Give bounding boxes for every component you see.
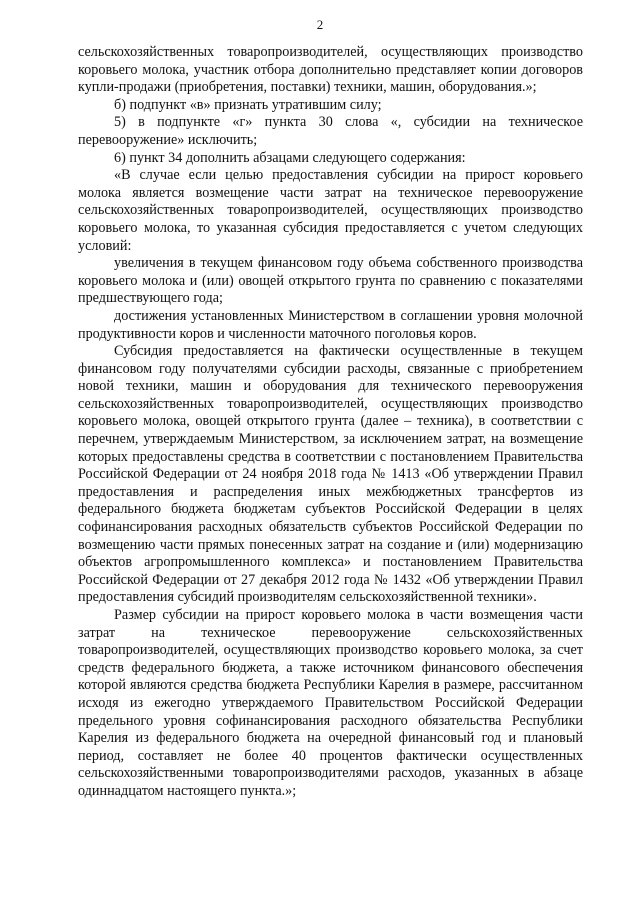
paragraph-subsidy-expenses: Субсидия предоставляется на фактически осуществленные в текущем финансовом году получателями субсидии расходы, связанные с приобретением новой техники, машин и оборудования для технического перевооружения сельскохозяйственных товаропроизводителей, осуществляющих производство коровьего молока, овощей открытого грунта (далее – техника), в соответствии с перечнем, утверждаемым Министерством, за исключением затрат, на возмещение которых предоставлены средства в соответствии с постановлением Правительства Российской Федерации от 24 ноября 2018 года № 1413 «Об утверждении Правил предоставления и распределения иных межбюджетных трансфертов из федерального бюджета бюджетам субъектов Российской Федерации в целях софинансирования расходных обязательств субъектов Российской Федерации по возмещению части прямых понесенных затрат на создание и (или) модернизацию объектов агропромышленного комплекса» и постановлением Правительства Российской Федерации от 27 декабря 2012 года № 1432 «Об утверждении Правил предоставления субсидий производителям сельскохозяйственной техники». <box>78 343 583 606</box>
paragraph-condition-1: увеличения в текущем финансовом году объема собственного производства коровьего молока и (или) овощей открытого грунта по сравнению с показателями предшествующего года; <box>78 255 583 307</box>
document-body <box>78 44 583 801</box>
paragraph-continuation: сельскохозяйственных товаропроизводителей, осуществляющих производство коровьего молока, участник отбора дополнительно представляет копии договоров купли-продажи (приобретения, поставки) техники, машин, оборудования.»; <box>78 44 583 96</box>
paragraph-subpoint-b: б) подпункт «в» признать утратившим силу; <box>114 96 382 113</box>
paragraph-condition-2: достижения установленных Министерством в соглашении уровня молочной продуктивности коров и численности маточного поголовья коров. <box>78 307 583 342</box>
page-number: 2 <box>316 17 324 32</box>
paragraph-item-5: 5) в подпункте «г» пункта 30 слова «, субсидии на техническое перевооружение» исключить; <box>78 114 583 148</box>
paragraph-item-6: 6) пункт 34 дополнить абзацами следующего содержания: <box>114 149 466 166</box>
paragraph-quote-intro: «В случае если целью предоставления субсидии на прирост коровьего молока является возмещение части затрат на техническое перевооружение сельскохозяйственных товаропроизводителей, осуществляющих производство коровьего молока, то указанная субсидия предоставляется с учетом следующих условий: <box>78 167 583 254</box>
paragraph-subsidy-amount: Размер субсидии на прирост коровьего молока в части возмещения части затрат на техническое перевооружение сельскохозяйственных товаропроизводителей, осуществляющих производство коровьего молока, за счет средств федерального бюджета, а также источником финансового обеспечения которой являются средства бюджета Республики Карелия в размере, рассчитанном исходя из ежегодно утверждаемого Правительством Российской Федерации предельного уровня софинансирования расходного обязательства Республики Карелия из федерального бюджета на очередной финансовый год и плановый период, составляет не более 40 процентов фактически осуществленных сельскохозяйственными товаропроизводителями расходов, указанных в абзаце одиннадцатом настоящего пункта.»; <box>78 607 583 799</box>
